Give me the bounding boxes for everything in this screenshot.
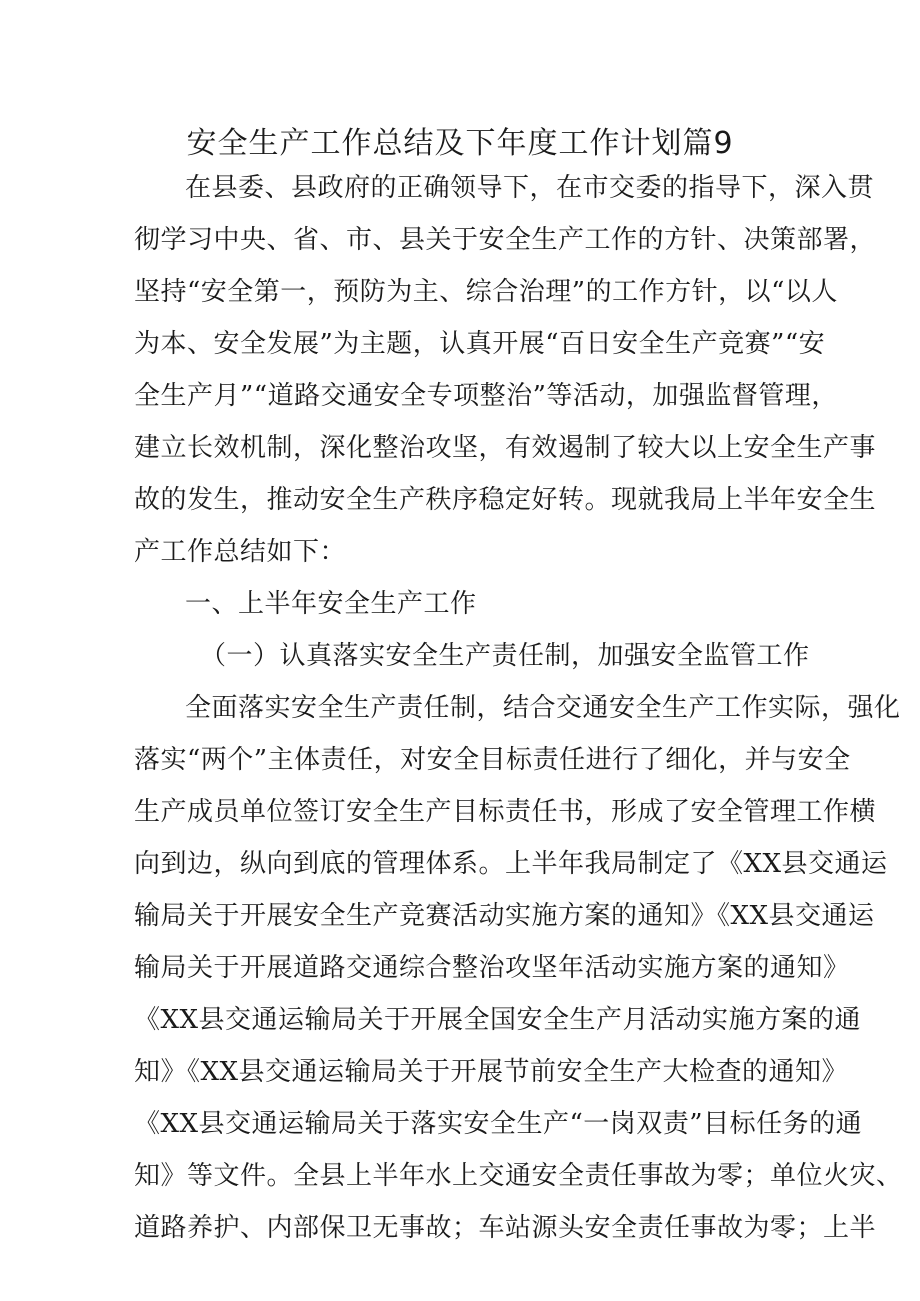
subsection-heading: （一）认真落实安全生产责任制，加强安全监管工作 [200, 641, 810, 671]
paragraph-line: 坚持“安全第一，预防为主、综合治理”的工作方针，以“以人 [134, 277, 838, 307]
paragraph-line: 在县委、县政府的正确领导下，在市交委的指导下，深入贯 [185, 173, 875, 203]
paragraph-line: 故的发生，推动安全生产秩序稳定好转。现就我局上半年安全生 [134, 485, 877, 515]
paragraph-line: 《XX县交通运输局关于落实安全生产“一岗双责”目标任务的通 [134, 1109, 863, 1139]
paragraph-line: 输局关于开展道路交通综合整治攻坚年活动实施方案的通知》 [134, 953, 850, 983]
paragraph-line: 建立长效机制，深化整治攻坚，有效遏制了较大以上安全生产事 [134, 433, 877, 463]
paragraph-line: 彻学习中央、省、市、县关于安全生产工作的方针、决策部署， [134, 225, 877, 255]
paragraph-line: 全生产月”“道路交通安全专项整治”等活动，加强监督管理， [134, 381, 838, 411]
section-heading: 一、上半年安全生产工作 [185, 589, 477, 619]
paragraph-line: 道路养护、内部保卫无事故；车站源头安全责任事故为零；上半 [134, 1213, 877, 1243]
paragraph-line: 知》《XX县交通运输局关于开展节前安全生产大检查的通知》 [134, 1057, 849, 1087]
paragraph-line: 知》等文件。全县上半年水上交通安全责任事故为零；单位火灾、 [134, 1161, 903, 1191]
paragraph-line: 落实“两个”主体责任，对安全目标责任进行了细化，并与安全 [134, 745, 851, 775]
paragraph-line: 向到边，纵向到底的管理体系。上半年我局制定了《XX县交通运 [134, 849, 888, 879]
document-title: 安全生产工作总结及下年度工作计划篇9 [186, 126, 734, 161]
paragraph-line: 产工作总结如下： [134, 537, 347, 567]
paragraph-line: 生产成员单位签订安全生产目标责任书，形成了安全管理工作横 [134, 797, 877, 827]
paragraph-line: 全面落实安全生产责任制，结合交通安全生产工作实际，强化 [185, 693, 901, 723]
paragraph-line: 输局关于开展安全生产竞赛活动实施方案的通知》《XX县交通运 [134, 901, 875, 931]
paragraph-line: 《XX县交通运输局关于开展全国安全生产月活动实施方案的通 [134, 1005, 862, 1035]
paragraph-line: 为本、安全发展”为主题，认真开展“百日安全生产竞赛”“安 [134, 329, 826, 359]
